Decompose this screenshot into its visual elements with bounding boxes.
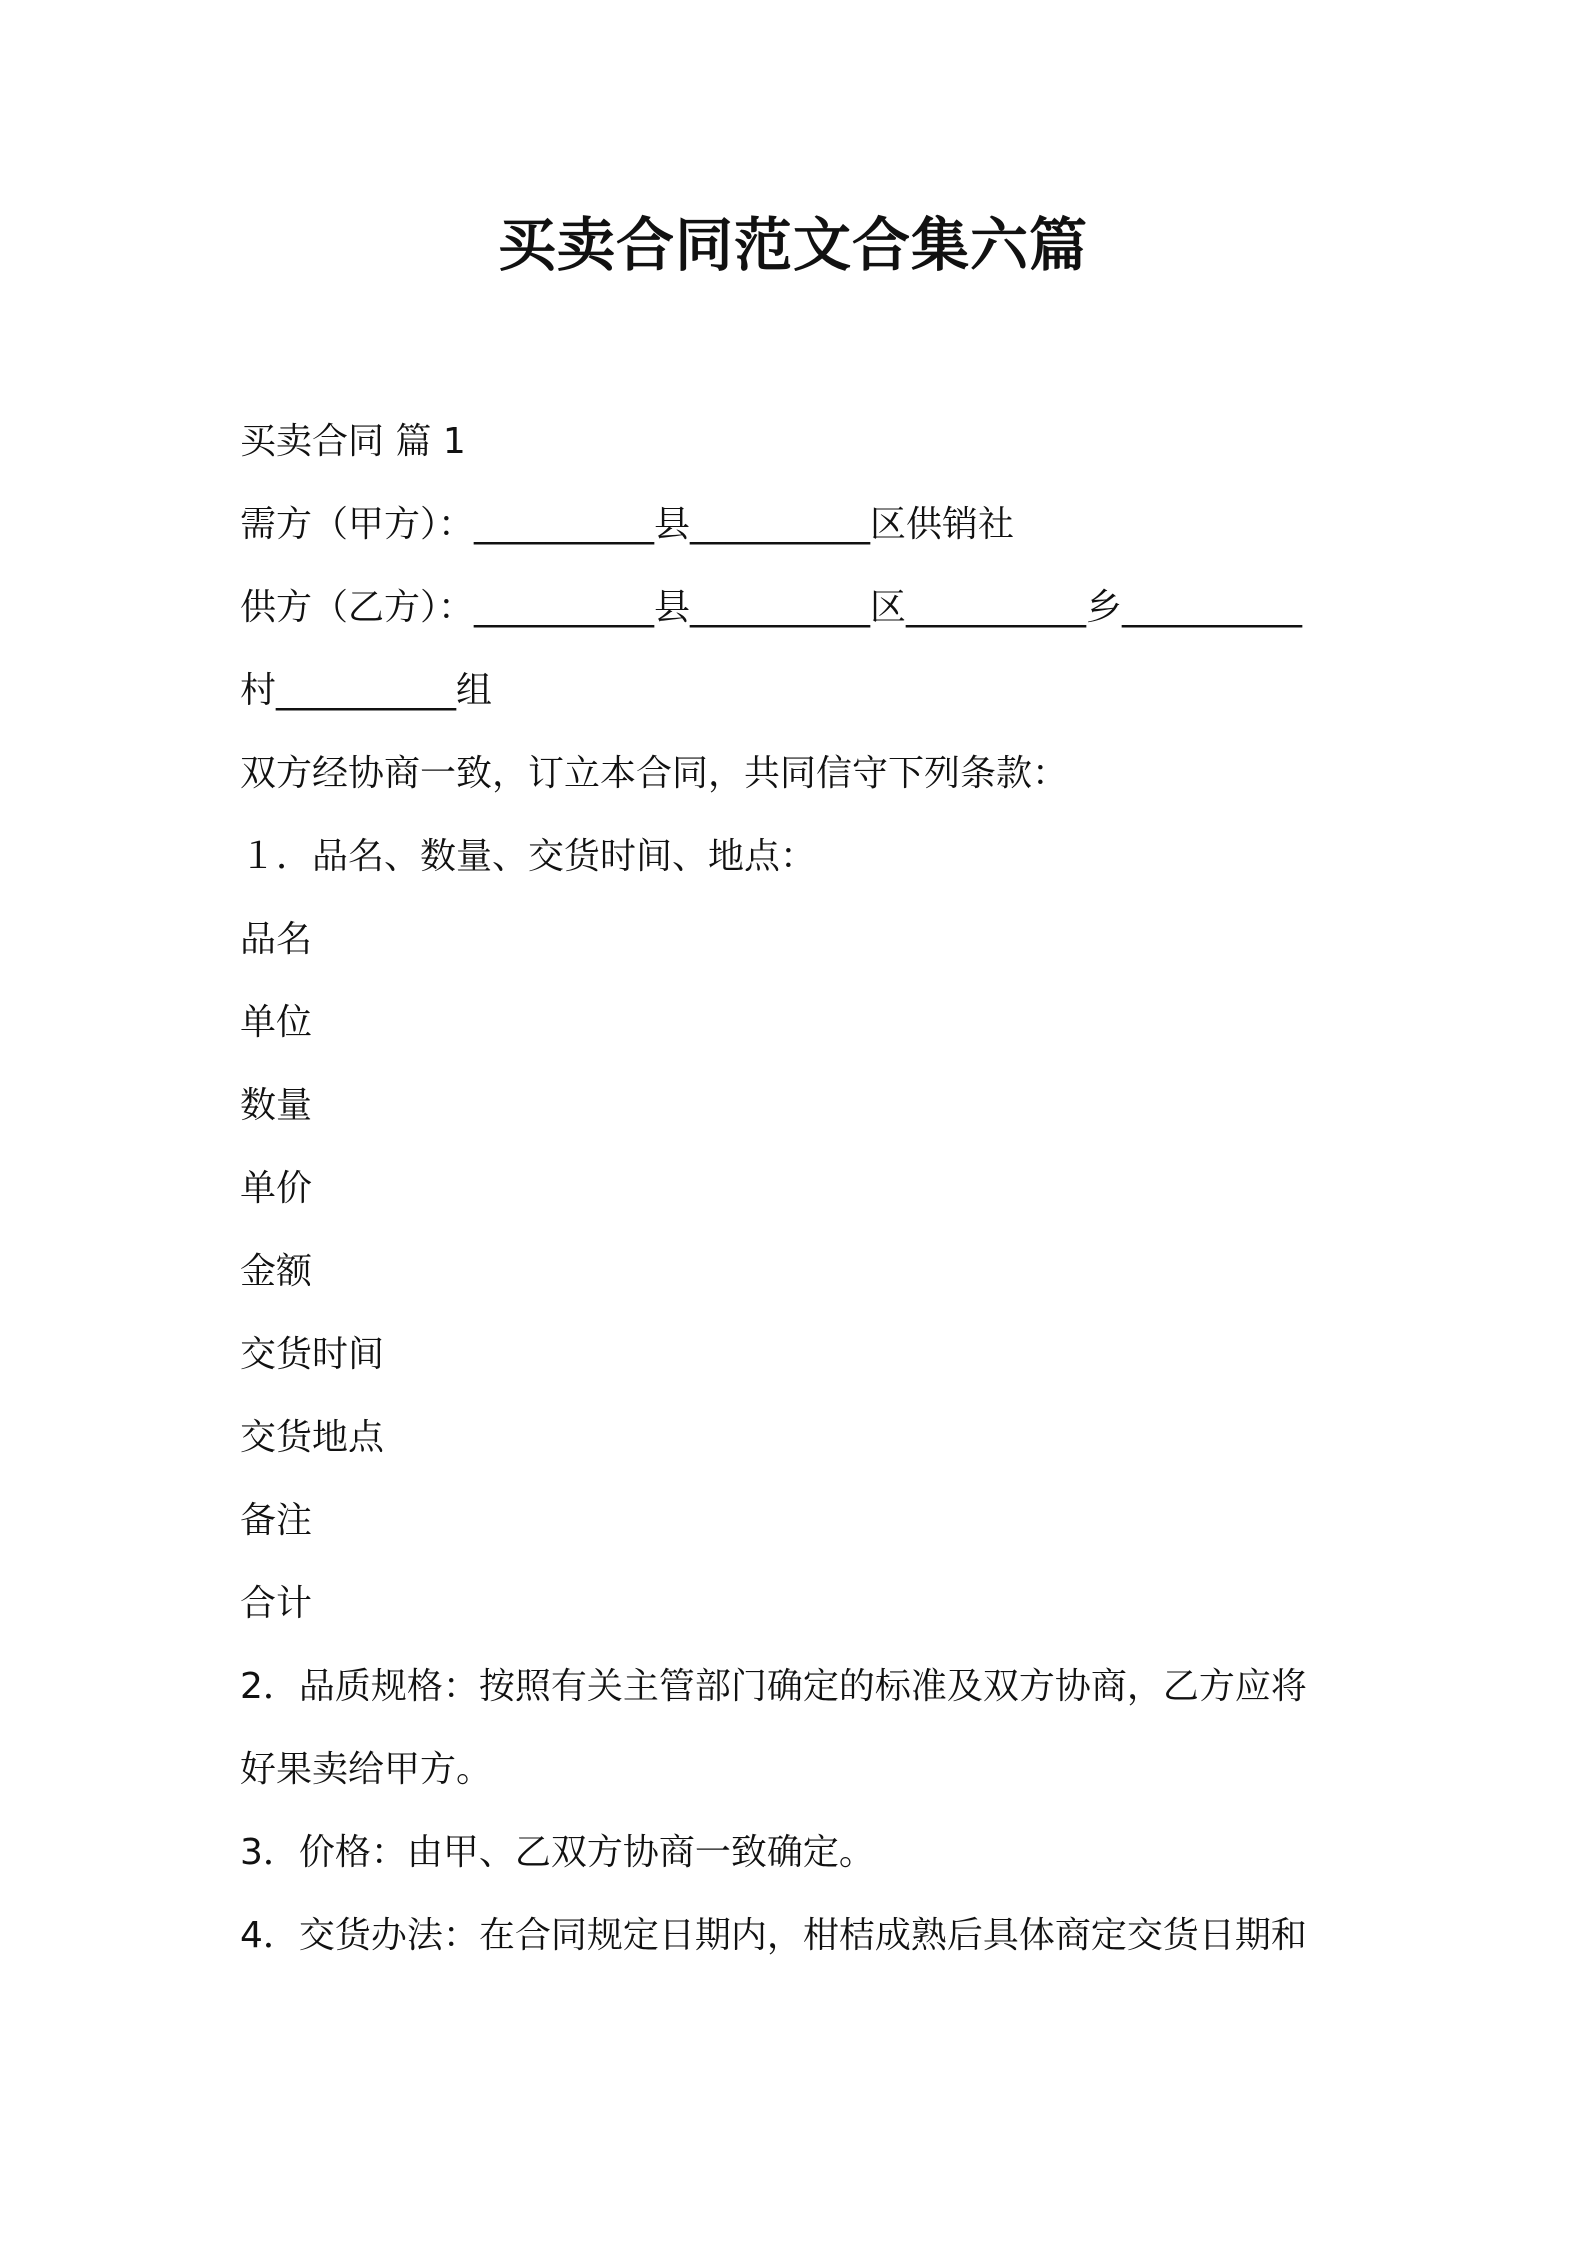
agreement-intro: 双方经协商一致，订立本合同，共同信守下列条款： [240,753,1069,794]
clause-2-line-2: 好果卖给甲方。 [240,1749,493,1790]
clause-2-line-1: 2．品质规格：按照有关主管部门确定的标准及双方协商，乙方应将 [240,1666,1307,1707]
item-field-total: 合计 [240,1583,313,1624]
buyer-line: 需方（甲方）：__________县__________区供销社 [240,504,1015,545]
item-field-delivery-time: 交货时间 [240,1334,385,1375]
supplier-line: 供方（乙方）：__________县__________区__________乡__________ [240,587,1303,628]
supplier-line-continued: 村__________组 [240,670,493,711]
item-field-quantity: 数量 [240,1085,313,1126]
document-body [240,400,1360,1977]
clause-1-heading: １．品名、数量、交货时间、地点： [240,836,817,877]
item-field-unit: 单位 [240,1002,313,1043]
item-field-delivery-place: 交货地点 [240,1417,385,1458]
section-heading: 买卖合同 篇 1 [240,421,466,462]
item-field-unit-price: 单价 [240,1168,313,1209]
item-field-remarks: 备注 [240,1500,313,1541]
clause-4-line-1: 4．交货办法：在合同规定日期内，柑桔成熟后具体商定交货日期和 [240,1915,1307,1956]
item-field-amount: 金额 [240,1251,313,1292]
item-field-name: 品名 [240,919,313,960]
document-title: 买卖合同范文合集六篇 [497,211,1088,279]
clause-3: 3．价格：由甲、乙双方协商一致确定。 [240,1832,875,1873]
